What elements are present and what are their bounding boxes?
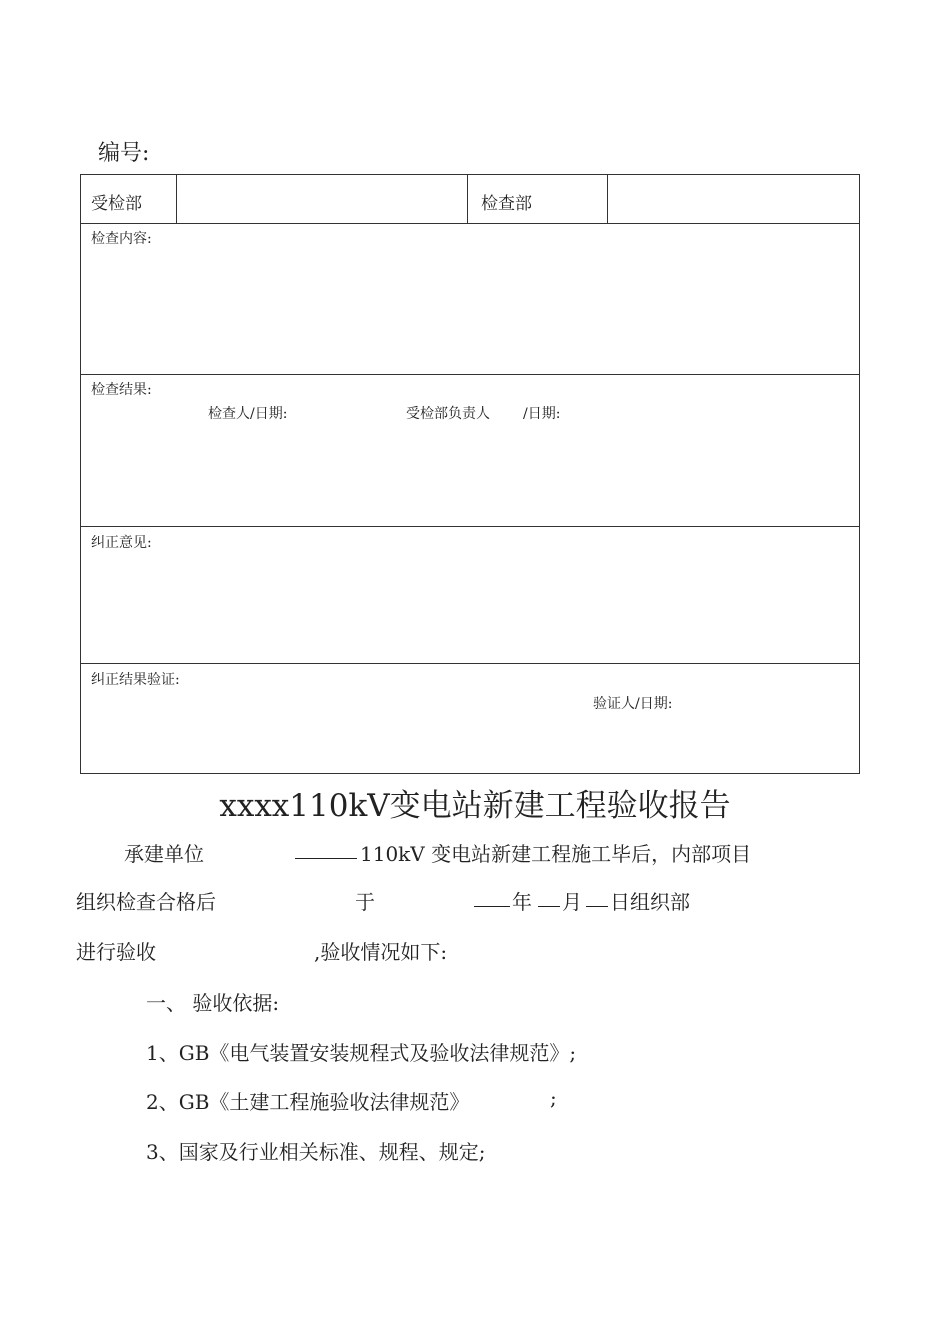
table-divider <box>176 175 177 223</box>
verifier-date-label: 验证人/日期: <box>593 696 673 712</box>
list-item: 1、GB《电气装置安装规程式及验收法律规范》; <box>146 1041 577 1065</box>
inspection-result-label: 检查结果: <box>91 382 152 398</box>
table-divider <box>81 223 859 224</box>
para-text: 日组织部 <box>610 890 690 914</box>
blank-underline <box>295 840 357 859</box>
blank-underline <box>538 888 560 907</box>
inspected-dept-label: 受检部 <box>91 194 142 214</box>
para-text: 年 <box>512 890 532 914</box>
table-divider <box>607 175 608 223</box>
para-text: 于 <box>355 890 375 914</box>
dept-head-label: 受检部负责人 <box>406 406 490 422</box>
dept-head-date-label: /日期: <box>523 406 561 422</box>
inspection-dept-label: 检查部 <box>481 194 532 214</box>
table-divider <box>467 175 468 223</box>
para-text: 月 <box>562 890 582 914</box>
para-text: 承建单位 <box>124 842 204 866</box>
serial-number-label: 编号: <box>98 141 150 166</box>
correction-verification-label: 纠正结果验证: <box>91 672 180 688</box>
inspection-form-table <box>80 174 860 774</box>
para-text: ,验收情况如下: <box>314 940 448 964</box>
blank-underline <box>474 888 510 907</box>
table-divider <box>81 374 859 375</box>
report-title: xxxx110kV变电站新建工程验收报告 <box>219 788 731 824</box>
section-heading: 一、 验收依据: <box>146 991 280 1015</box>
inspection-content-label: 检查内容: <box>91 231 152 247</box>
inspector-date-label: 检查人/日期: <box>208 406 288 422</box>
para-text: 进行验收 <box>76 940 156 964</box>
list-item: 2、GB《土建工程施验收法律规范》 <box>146 1090 470 1114</box>
blank-underline <box>586 888 608 907</box>
correction-opinion-label: 纠正意见: <box>91 535 152 551</box>
list-item-end: ; <box>550 1086 557 1110</box>
list-item: 3、国家及行业相关标准、规程、规定; <box>146 1140 486 1164</box>
para-text: 110kV 变电站新建工程施工毕后，内部项目 <box>360 842 752 866</box>
table-divider <box>81 663 859 664</box>
table-divider <box>81 526 859 527</box>
para-text: 组织检查合格后 <box>76 890 216 914</box>
